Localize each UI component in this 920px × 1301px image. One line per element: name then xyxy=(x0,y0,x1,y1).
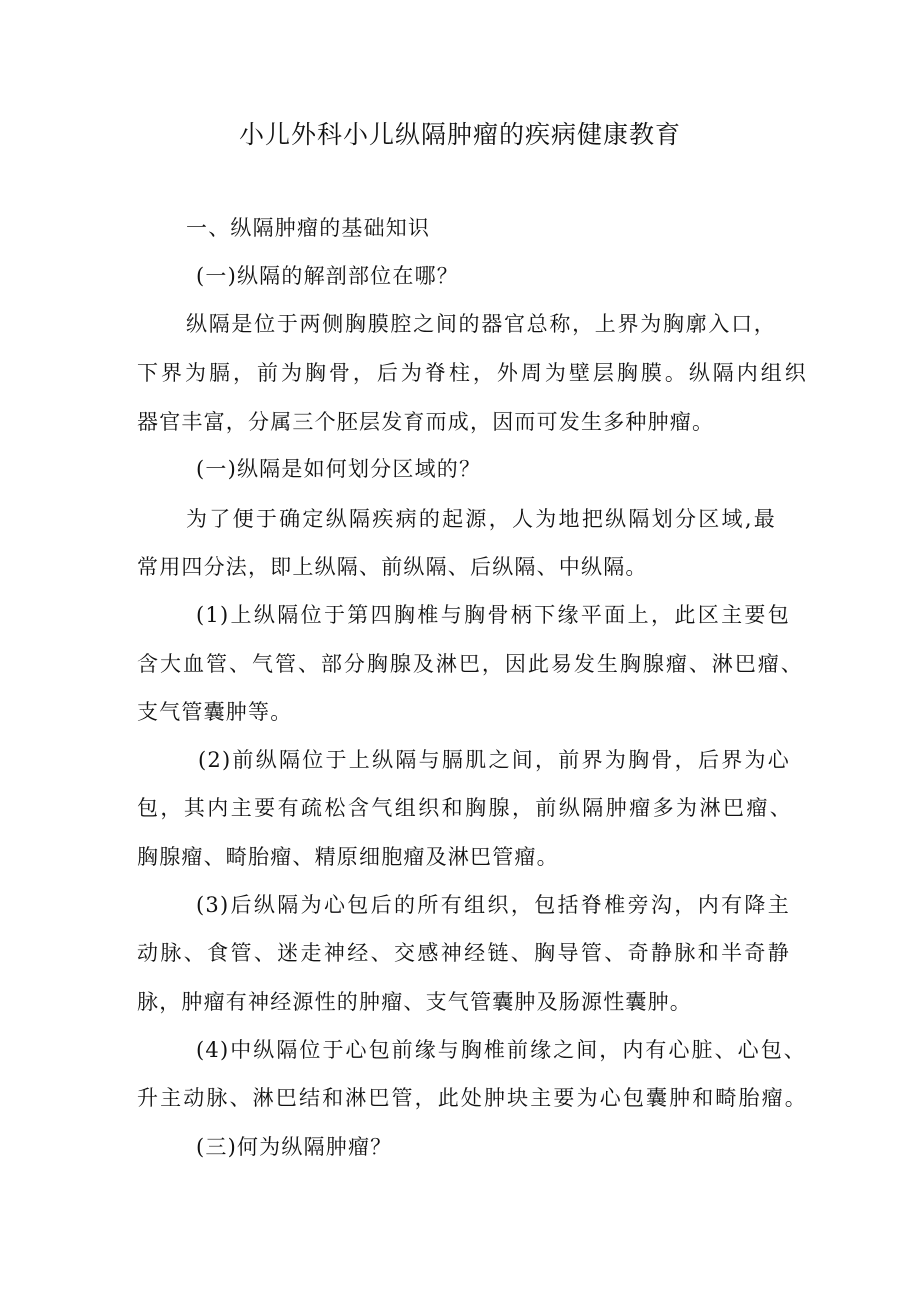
paragraph-line: 动脉、食管、迷走神经、交感神经链、胸导管、奇静脉和半奇静 xyxy=(137,941,790,965)
paragraph-line: 包，其内主要有疏松含气组织和胸腺，前纵隔肿瘤多为淋巴瘤、 xyxy=(137,796,792,820)
paragraph-line: (4)中纵隔位于心包前缘与胸椎前缘之间，内有心脏、心包、 xyxy=(196,1038,806,1062)
paragraph-line: 常用四分法，即上纵隔、前纵隔、后纵隔、中纵隔。 xyxy=(137,555,648,579)
subheading-what-is-tumor: (三)何为纵隔肿瘤？ xyxy=(196,1135,393,1159)
paragraph-line: 胸腺瘤、畸胎瘤、精原细胞瘤及淋巴管瘤。 xyxy=(137,845,559,869)
paragraph-line: (1)上纵隔位于第四胸椎与胸骨柄下缘平面上，此区主要包 xyxy=(196,603,790,627)
paragraph-line: 支气管囊肿等。 xyxy=(137,700,293,724)
paragraph-line: 为了便于确定纵隔疾病的起源，人为地把纵隔划分区域,最 xyxy=(186,507,776,531)
paragraph-line: 纵隔是位于两侧胸膜腔之间的器官总称，上界为胸廓入口， xyxy=(186,312,776,336)
paragraph-line: 下界为膈，前为胸骨，后为脊柱，外周为壁层胸膜。纵隔内组织 xyxy=(137,361,807,385)
paragraph-line: 脉，肿瘤有神经源性的肿瘤、支气管囊肿及肠源性囊肿。 xyxy=(137,990,692,1014)
section-heading-basics: 一、纵隔肿瘤的基础知识 xyxy=(186,216,431,240)
paragraph-line: 器官丰富，分属三个胚层发育而成，因而可发生多种肿瘤。 xyxy=(137,410,715,434)
subheading-regions: (一)纵隔是如何划分区域的？ xyxy=(196,457,482,481)
paragraph-line: 含大血管、气管、部分胸腺及淋巴，因此易发生胸腺瘤、淋巴瘤、 xyxy=(137,652,803,676)
document-title: 小儿外科小儿纵隔肿瘤的疾病健康教育 xyxy=(238,120,681,149)
paragraph-line: (2)前纵隔位于上纵隔与膈肌之间，前界为胸骨，后界为心 xyxy=(198,748,790,772)
paragraph-line: (3)后纵隔为心包后的所有组织，包括脊椎旁沟，内有降主 xyxy=(196,893,790,917)
subheading-anatomy: (一)纵隔的解剖部位在哪？ xyxy=(196,264,459,288)
paragraph-line: 升主动脉、淋巴结和淋巴管，此处肿块主要为心包囊肿和畸胎瘤。 xyxy=(137,1086,807,1110)
